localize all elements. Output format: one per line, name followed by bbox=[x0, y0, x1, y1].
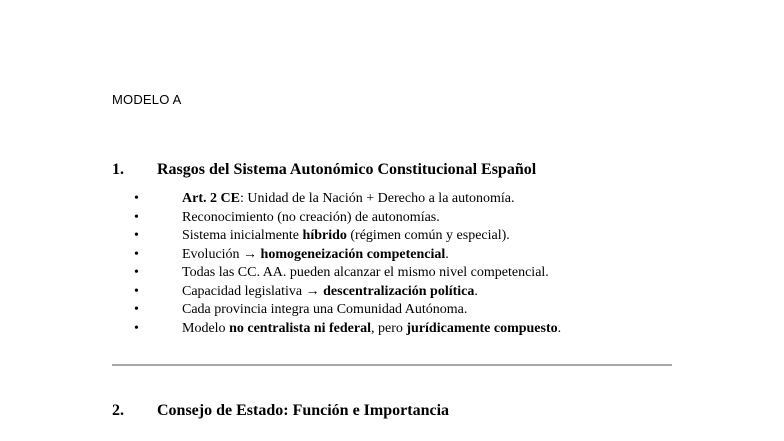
bullet-icon: • bbox=[134, 283, 139, 299]
bullet-icon: • bbox=[134, 246, 139, 262]
section-1-title: Rasgos del Sistema Autonómico Constitucional Español bbox=[157, 161, 537, 178]
bullet-text-part: Sistema inicialmente bbox=[182, 228, 303, 243]
bullet-text-bold: homogeneización competencial bbox=[260, 246, 446, 262]
bullet-text-part: Todas las CC. AA. pueden alcanzar el mismo nivel competencial. bbox=[182, 265, 549, 280]
bullet-text-bold: descentralización política bbox=[323, 283, 475, 299]
bullet-icon: • bbox=[134, 265, 139, 280]
bullet-text bbox=[182, 264, 549, 283]
bullet-text-bold: jurídicamente compuesto bbox=[406, 320, 558, 336]
section-2-heading bbox=[112, 401, 712, 421]
bullet-text bbox=[182, 320, 561, 339]
section-divider bbox=[112, 364, 672, 366]
section-1-number: 1. bbox=[112, 161, 124, 178]
bullet-text-part: Modelo bbox=[182, 320, 230, 336]
bullet-text bbox=[182, 209, 440, 228]
bullet-icon: • bbox=[134, 320, 139, 336]
section-1-bullet-list bbox=[134, 190, 694, 338]
bullet-text-part: Reconocimiento (no creación) de autonomías. bbox=[182, 209, 440, 225]
bullet-item bbox=[134, 246, 694, 265]
bullet-text-bold: híbrido bbox=[302, 228, 347, 243]
section-2-title: Consejo de Estado: Función e Importancia bbox=[157, 402, 450, 419]
section-1-heading bbox=[112, 160, 712, 180]
bullet-item bbox=[134, 190, 694, 209]
bullet-item bbox=[134, 283, 694, 302]
bullet-text bbox=[182, 283, 478, 302]
bullet-item bbox=[134, 301, 694, 320]
bullet-text-part: Evolución → bbox=[182, 246, 261, 262]
model-label: MODELO A bbox=[112, 92, 182, 107]
bullet-item bbox=[134, 264, 694, 283]
bullet-icon: • bbox=[134, 191, 139, 206]
bullet-text-part: (régimen común y especial). bbox=[346, 228, 510, 243]
bullet-text bbox=[182, 190, 515, 209]
bullet-item bbox=[134, 209, 694, 228]
bullet-text bbox=[182, 227, 510, 246]
bullet-text-bold: Art. 2 CE bbox=[182, 191, 240, 206]
bullet-text-part: , pero bbox=[370, 320, 407, 336]
bullet-text-bold: no centralista ni federal bbox=[229, 320, 371, 336]
bullet-text-part: Cada provincia integra una Comunidad Autónoma. bbox=[182, 302, 468, 317]
bullet-text-part: Capacidad legislativa → bbox=[182, 283, 324, 299]
bullet-text bbox=[182, 301, 467, 320]
section-1 bbox=[112, 160, 712, 336]
bullet-text-part: . bbox=[557, 320, 562, 336]
bullet-text bbox=[182, 246, 449, 265]
section-2 bbox=[112, 401, 712, 421]
bullet-text-part: . bbox=[474, 283, 478, 299]
bullet-icon: • bbox=[134, 302, 139, 317]
bullet-item bbox=[134, 227, 694, 246]
bullet-icon: • bbox=[134, 209, 139, 225]
bullet-item bbox=[134, 320, 694, 339]
section-2-number: 2. bbox=[112, 402, 124, 419]
bullet-text-part: : Unidad de la Nación + Derecho a la autonomía. bbox=[239, 191, 515, 206]
bullet-text-part: . bbox=[445, 246, 449, 262]
bullet-icon: • bbox=[134, 228, 139, 243]
